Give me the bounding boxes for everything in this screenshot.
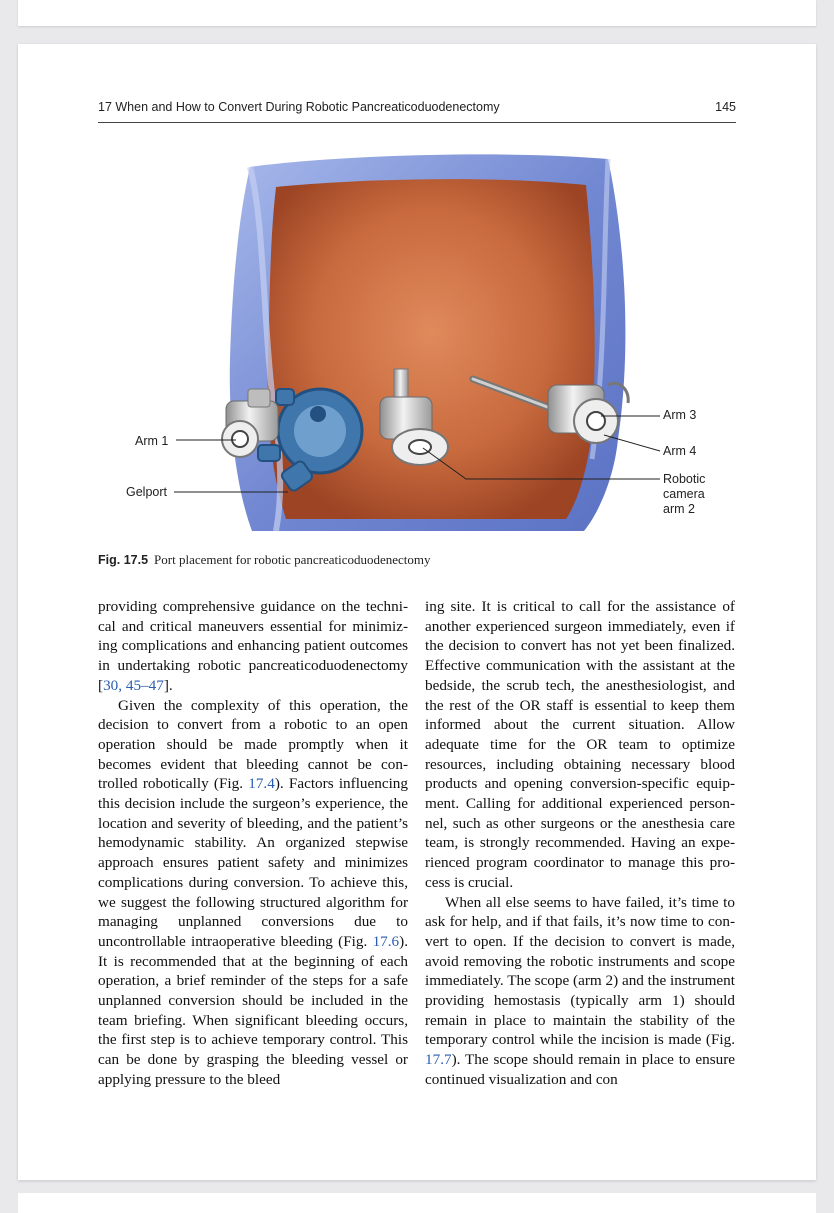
paragraph: ing site. It is critical to call for the assistance of another experienced surgeon immediately, even if the decision to convert has not yet been finalized. Effective communication with the assistant at the bedside, the scrub tech, the anesthesiologist, and the rest of the OR staff is essential to keep them informed about the current situation. Allow adequate time for the OR team to optimize resources, including obtaining necessary blood products and opening conversion-specific equipment. Calling for additional experienced personnel, such as other surgeons or the anesthesia care team, is strongly recommended. Having an experienced program coordinator to manage this process is crucial. [425,598,735,891]
figure-reference-link[interactable]: 17.7 [425,1051,452,1069]
callout-arm-3: Arm 3 [663,408,697,422]
callout-camera-line-3: arm 2 [663,502,695,516]
text-run: When all else seems to have failed, it’s time to ask for help, and if that fails, it’s now time to convert to open. If the decision to convert is made, avoid removing the robotic instruments and scope immediately. The scope (arm 2) and the instrument providing hemostasis (typically arm 1) should remain in place to maintain the stability of the temporary control while the incision is made (Fig. [425,893,735,1049]
callout-robotic-camera-arm-2 [663,472,705,517]
callout-arm-1: Arm 1 [135,434,169,448]
next-page-edge [18,1193,816,1213]
text-column-right [425,597,735,1090]
figure-port-placement [18,139,816,539]
text-run: providing comprehensive guidance on the technical and critical maneuvers essential for minimizing complications and enhancing patient outcomes in undertaking robotic pancreaticoduodenectomy [ [98,598,408,694]
text-run: Given the complexity of this operation, the decision to convert from a robotic to an open operation should be made promptly when it becomes evident that bleeding cannot be controlled robotically (Fig. [98,696,408,793]
figure-caption-text: Port placement for robotic pancreaticoduodenectomy [154,552,431,567]
figure-reference-link[interactable]: 17.6 [372,932,400,950]
paragraph [98,696,408,1090]
running-head [98,100,736,123]
text-run: ]. [163,676,173,694]
chapter-title: 17 When and How to Convert During Robotic Pancreaticoduodenectomy [98,100,500,114]
book-page [18,44,816,1180]
citation-link[interactable]: 30, 45–47 [103,676,164,694]
callout-arm-4: Arm 4 [663,444,697,458]
text-run: ). Factors influencing this decision include the surgeon’s experience, the location and severity of bleeding, and the patient’s hemodynamic stability. An organized stepwise approach ensures patient safety and minimizes complications during conversion. To achieve this, we suggest the following structured algorithm for managing unplanned conversions due to uncontrollable intraoperative bleeding (Fig. [98,775,408,950]
paragraph [425,893,735,1090]
text-run: ). It is recommended that at the beginning of each operation, a brief reminder of the steps for a safe unplanned conversion should be included in the team briefing. When significant bleeding occurs, the first step is to achieve temporary control. This can be done by grasping the bleeding vessel or applying pressure to the bleed [98,932,408,1088]
paragraph [98,597,408,696]
figure-reference-link[interactable]: 17.4 [248,775,275,793]
page-number: 145 [715,100,736,114]
callout-camera-line-2: camera [663,487,705,501]
previous-page-edge [18,0,816,26]
figure-caption [98,552,738,568]
text-run: ). The scope should remain in place to ensure continued visualization and con [425,1051,735,1088]
callout-gelport: Gelport [126,485,167,499]
text-column-left [98,597,408,1090]
callout-camera-line-1: Robotic [663,472,706,486]
figure-label: Fig. 17.5 [98,553,149,567]
